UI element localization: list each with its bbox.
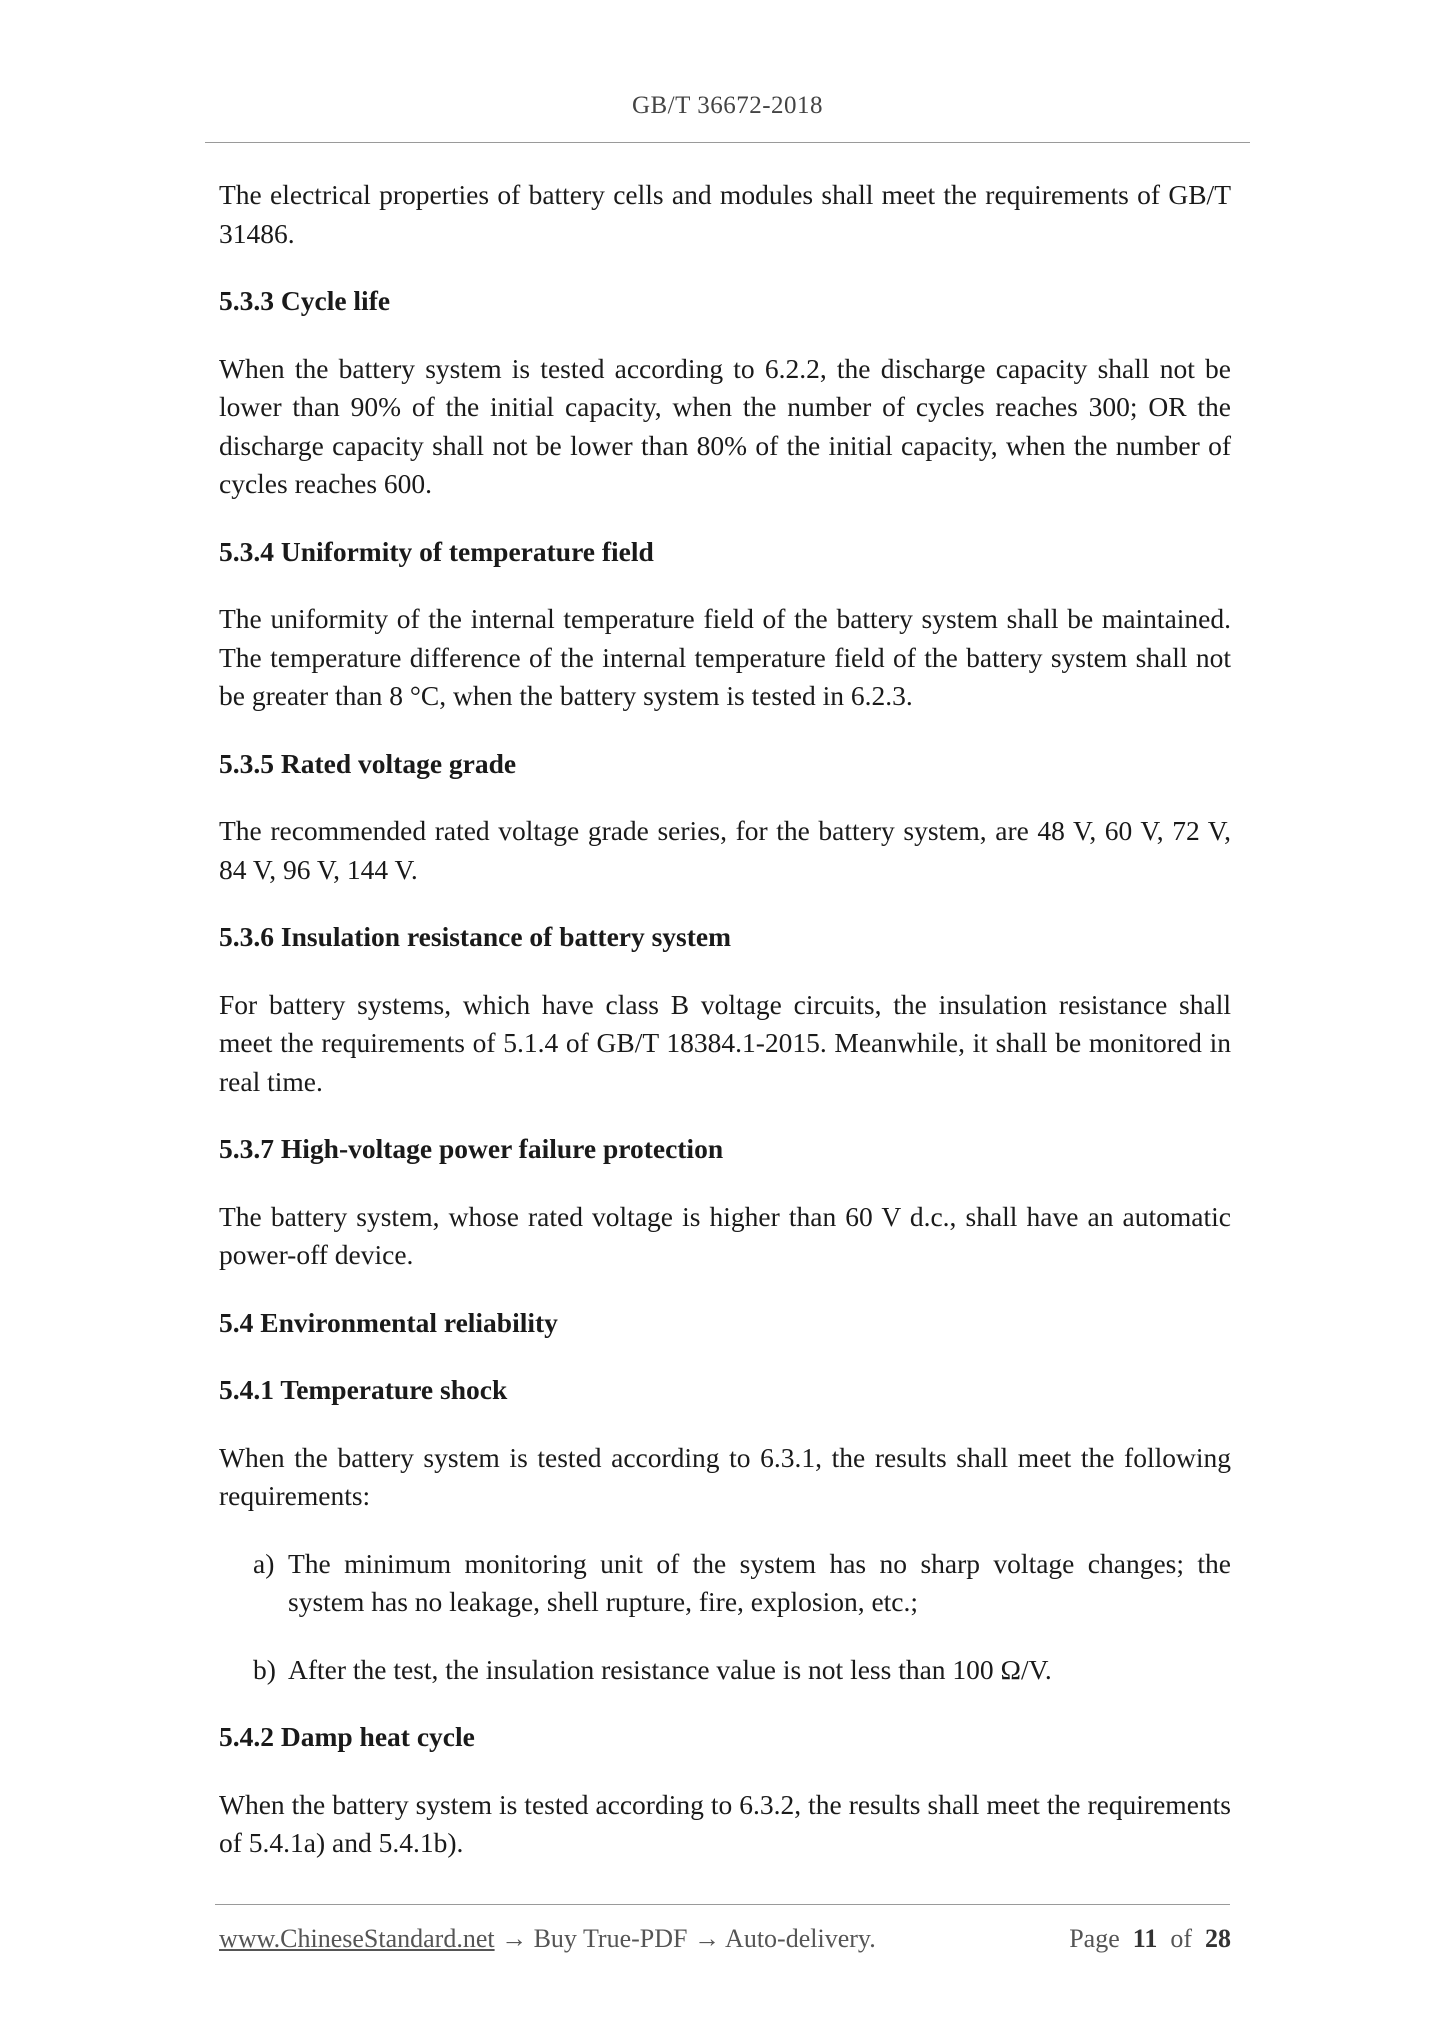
section-text-5-3-4: The uniformity of the internal temperature field of the battery system shall be maintained. The temperature difference of the internal temperature field of the battery system shall not be greater than 8 °C, when the battery system is tested in 6.2.3. [219, 603, 1231, 711]
page-header [205, 92, 1250, 120]
list-item-label: b) [253, 1653, 276, 1685]
page-footer [219, 1924, 1231, 1954]
page-number [1069, 1924, 1231, 1954]
section-heading-5-4-2: 5.4.2 Damp heat cycle [219, 1721, 475, 1752]
list-item-text: After the test, the insulation resistance value is not less than 100 Ω/V. [288, 1653, 1052, 1685]
section-heading-5-3-5: 5.3.5 Rated voltage grade [219, 747, 517, 779]
document-id: GB/T 36672-2018 [631, 92, 824, 119]
footer-divider [215, 1904, 1230, 1905]
section-heading-5-3-6: 5.3.6 Insulation resistance of battery system [219, 921, 732, 952]
section-heading-5-3-7: 5.3.7 High-voltage power failure protection [219, 1133, 724, 1164]
section-heading-5-4-1: 5.4.1 Temperature shock [219, 1374, 508, 1405]
section-text-5-3-5: The recommended rated voltage grade series, for the battery system, are 48 V, 60 V, 72 V, 84 V, 96 V, 144 V. [219, 815, 1231, 885]
section-heading-5-3-3: 5.3.3 Cycle life [219, 285, 391, 316]
section-text-5-3-3: When the battery system is tested according to 6.2.2, the discharge capacity shall not be lower than 90% of the initial capacity, when the number of cycles reaches 300; OR the discharge capacity shall not be lower than 80% of the initial capacity, when the number of cycles reaches 600. [219, 352, 1231, 499]
section-heading-5-3-4: 5.3.4 Uniformity of temperature field [219, 535, 654, 567]
list-item-a [219, 1545, 1231, 1622]
section-heading-5-4: 5.4 Environmental reliability [219, 1306, 558, 1338]
page-total: 28 [1205, 1924, 1231, 1953]
footer-promo [219, 1924, 876, 1954]
promo-text: → Buy True-PDF → Auto-delivery. [494, 1924, 876, 1953]
of-label: of [1170, 1924, 1192, 1953]
section-text-5-4-1: When the battery system is tested according to 6.3.1, the results shall meet the following requirements: [219, 1441, 1231, 1511]
list-item-b [219, 1651, 1231, 1690]
intro-paragraph: The electrical properties of battery cells and modules shall meet the requirements of GB/T 31486. [219, 179, 1231, 249]
section-text-5-3-6: For battery systems, which have class B voltage circuits, the insulation resistance shall meet the requirements of 5.1.4 of GB/T 18384.1-2015. Meanwhile, it shall be monitored in real time. [219, 988, 1231, 1097]
header-divider [205, 142, 1250, 143]
section-text-5-3-7: The battery system, whose rated voltage is higher than 60 V d.c., shall have an automatic power-off device. [219, 1200, 1231, 1270]
website-link[interactable]: www.ChineseStandard.net [219, 1924, 495, 1953]
list-item-label: a) [253, 1547, 275, 1579]
page-body [219, 176, 1231, 1863]
section-text-5-4-2: When the battery system is tested according to 6.3.2, the results shall meet the requirements of 5.4.1a) and 5.4.1b). [219, 1788, 1231, 1858]
page-current: 11 [1132, 1924, 1158, 1953]
page-label: Page [1069, 1924, 1120, 1953]
list-item-text: The minimum monitoring unit of the system has no sharp voltage changes; the system has no leakage, shell rupture, fire, explosion, etc.; [288, 1547, 1231, 1617]
